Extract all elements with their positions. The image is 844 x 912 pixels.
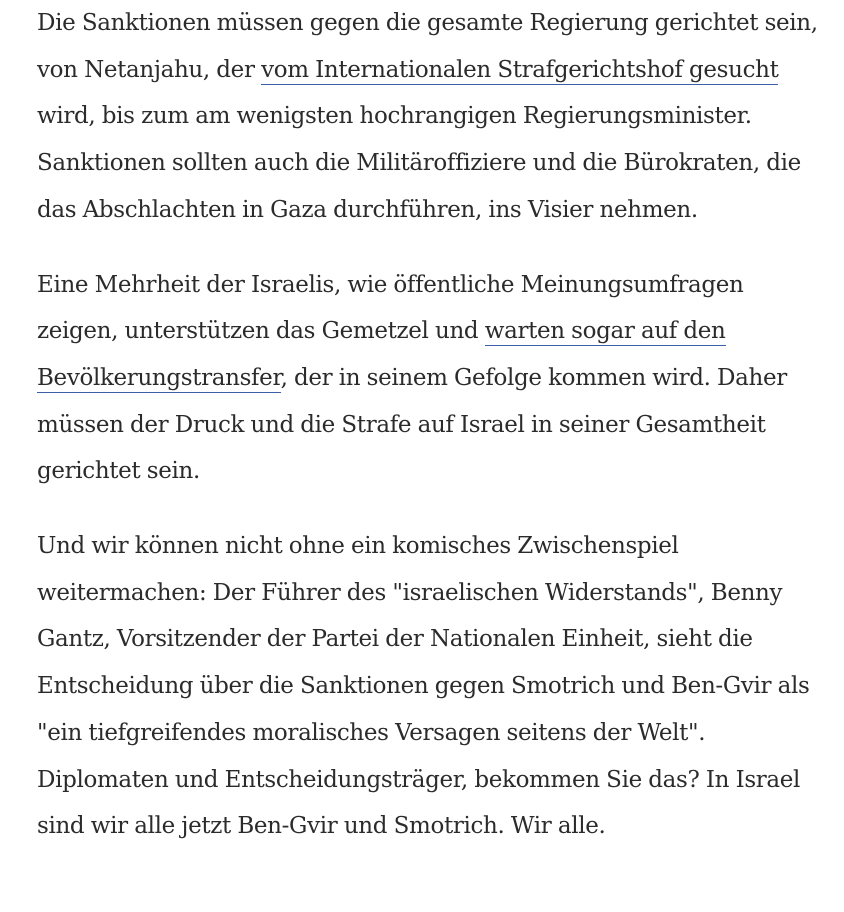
paragraph-sanctions: [37, 0, 827, 234]
paragraph-text: Die Sanktionen müssen gegen die gesamte Regierung gerichtet sein, von Netanjahu, der: [37, 10, 818, 83]
article-body: [37, 0, 827, 850]
paragraph-text: wird, bis zum am wenigsten hochrangigen Regierungsminister. Sanktionen sollten auch die Militäroffiziere und die Bürokraten, die das Abschlachten in Gaza durchführen, ins Visier nehmen.: [37, 103, 801, 223]
paragraph-text: , der in seinem Gefolge kommen wird. Daher müssen der Druck und die Strafe auf Israel in seiner Gesamtheit gerichtet sein.: [37, 364, 787, 485]
paragraph-interlude: Und wir können nicht ohne ein komisches Zwischenspiel weitermachen: Der Führer des "israelischen Widerstands", Benny Gantz, Vorsitzender der Partei der Nationalen Einheit, sieht die Entscheidung über die Sanktionen gegen Smotrich und Ben-Gvir als "ein tiefgreifendes moralisches Versagen seitens der Welt". Diplomaten und Entscheidungsträger, bekommen Sie das? In Israel sind wir alle jetzt Ben-Gvir und Smotrich. Wir alle.: [37, 533, 810, 840]
icc-wanted-link[interactable]: vom Internationalen Strafgerichtshof gesucht: [261, 56, 779, 83]
population-transfer-link[interactable]: warten sogar auf den Bevölkerungstransfer: [37, 318, 726, 391]
paragraph-majority: [37, 262, 827, 496]
paragraph-text: Eine Mehrheit der Israelis, wie öffentliche Meinungsumfragen zeigen, unterstützen das Gemetzel und: [37, 271, 744, 345]
